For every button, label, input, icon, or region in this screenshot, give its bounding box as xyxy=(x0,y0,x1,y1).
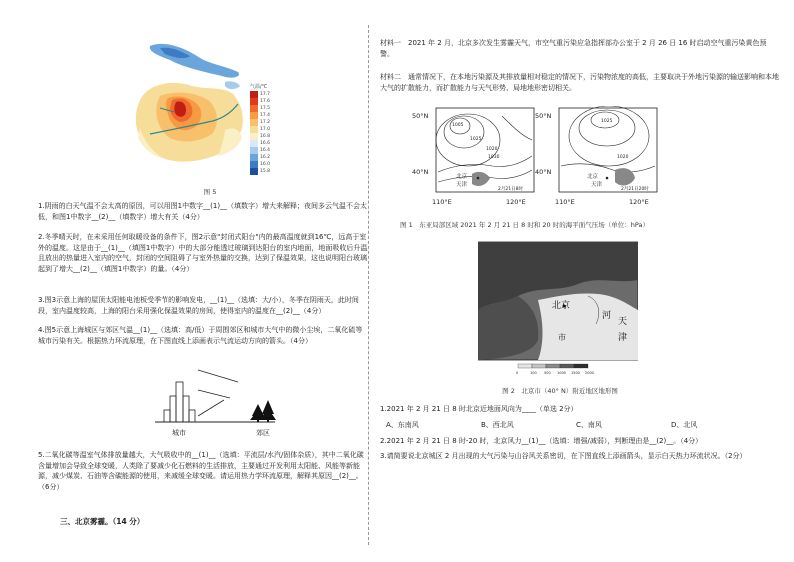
option-d[interactable]: D、北风 xyxy=(671,421,698,429)
suburb-label: 郊区 xyxy=(256,429,270,437)
section-3-heading: 三、北京雾霾。（14 分） xyxy=(60,517,145,526)
legend-swatch xyxy=(250,98,258,105)
legend-swatch xyxy=(250,105,258,112)
beijing-terrain-map xyxy=(478,240,638,380)
legend-label: 16.4 xyxy=(260,148,271,153)
legend-row xyxy=(250,161,270,168)
tree-2-trunk xyxy=(267,420,269,422)
legend-swatch xyxy=(250,147,258,154)
column-divider xyxy=(368,25,370,545)
map1-isobar-1030: 1030 xyxy=(488,155,500,160)
map1-lon-left: 110°E xyxy=(432,198,452,206)
scale-seg-3 xyxy=(546,364,560,368)
legend-swatch xyxy=(250,154,258,161)
map2-lat-bottom: 40°N xyxy=(535,168,552,176)
legend-label: 16.0 xyxy=(260,162,271,167)
legend-row xyxy=(250,119,270,126)
terrain-jin-label: 津 xyxy=(618,333,628,343)
legend-swatch xyxy=(250,168,258,175)
left-question-4: 4.图5示意上海城区与郊区气温__(1)__（选填：高/低）于周围郊区和城市大气中的微小尘埃，二氧化硫等城市污染有关。根据热力环流原理，在下图直线上添画表示气流运动方向的箭头。（4分） xyxy=(38,326,363,345)
elevation-scale xyxy=(516,364,594,375)
city-label: 城市 xyxy=(172,429,186,437)
right-question-2: 2.2021 年 2 月 21 日 8 时-20 时，北京风力__(1)__（选填：增强/减弱），判断理由是__(2)__。（4分） xyxy=(380,437,703,445)
map1-beijing-label: 北京 xyxy=(456,174,468,180)
map2-lon-right: 120°E xyxy=(629,198,649,206)
option-c[interactable]: C、南风 xyxy=(576,421,602,429)
legend-swatch xyxy=(250,112,258,119)
legend-label: 17.2 xyxy=(260,120,271,125)
fig5-caption: 图 5 xyxy=(203,188,217,196)
small-island xyxy=(225,81,240,89)
legend-row xyxy=(250,147,270,154)
map1-lat-bottom: 40°N xyxy=(412,168,429,176)
legend-label: 17.5 xyxy=(260,106,271,111)
legend-row xyxy=(250,98,270,105)
pressure-map-8pm xyxy=(535,106,670,210)
right-question-1: 1.2021 年 2 月 21 日 8 时北京近地面风向为____（单选 2分） xyxy=(380,405,578,413)
legend-row xyxy=(250,168,270,175)
map1-isobar-1020: 1020 xyxy=(486,147,498,152)
map2-lon-left: 110°E xyxy=(555,198,575,206)
map2-isobar-1025: 1025 xyxy=(601,119,613,124)
legend-swatch xyxy=(250,126,258,133)
legend-row xyxy=(250,133,270,140)
tree-1-trunk xyxy=(257,420,259,422)
legend-label: 17.0 xyxy=(260,127,271,132)
map1-time: 2月21日8时 xyxy=(498,187,523,192)
left-question-5: 5.二氧化碳等温室气体排放量越大，大气吸收中的__(1)__（选填：平流层/水汽/固体杂质），其中二氧化碳含量增加会导致全球变暖，人类除了要减少化石燃料的生活排放，主要通过开发利用太阳能、风能等新能源，减少煤炭、石油等含碳能源的使用，来减缓全球变暖。请运用热力学环流原理，解释其原因__(2)__。（6分） xyxy=(38,451,364,491)
legend-label: 17.4 xyxy=(260,113,271,118)
legend-rows xyxy=(250,91,270,175)
building-1 xyxy=(164,410,170,422)
legend-row xyxy=(250,126,270,133)
beijing-dot-1 xyxy=(477,177,480,180)
legend-label: 16.8 xyxy=(260,134,271,139)
map2-lat-top: 50°N xyxy=(535,112,552,120)
terrain-beijing-label: 北京 xyxy=(552,301,571,311)
legend-row xyxy=(250,105,270,112)
building-2 xyxy=(170,396,176,422)
legend-title: 气温/℃ xyxy=(250,84,268,90)
legend-swatch xyxy=(250,91,258,98)
legend-row xyxy=(250,91,270,98)
map2-time: 2月21日20时 xyxy=(621,187,649,192)
fig2-caption: 图 2 北京市（40° N）附近地区地形图 xyxy=(502,387,618,395)
legend-swatch xyxy=(250,119,258,126)
map1-isobar-1005: 1005 xyxy=(452,123,464,128)
scale-seg-1 xyxy=(518,364,532,368)
scale-seg-4 xyxy=(560,364,574,368)
building-5 xyxy=(189,410,195,422)
beijing-dot-2 xyxy=(606,177,609,180)
legend-row xyxy=(250,140,270,147)
legend-label: 16.2 xyxy=(260,155,271,160)
map-legend xyxy=(250,83,270,175)
scale-label-5: 2000 xyxy=(585,371,594,375)
map1-lat-top: 50°N xyxy=(412,112,429,120)
scale-label-0: 0 xyxy=(516,371,519,375)
left-question-1: 1.阴雨的白天气温不会太高的原因，可以用图1中数字__(1)__（填数字）增大来解释；夜间多云气温不会太低，和图1中数字__(2)__（填数字）增大有关（4分） xyxy=(38,202,368,221)
legend-label: 15.8 xyxy=(260,169,271,174)
legend-row xyxy=(250,154,270,161)
legend-label: 17.7 xyxy=(260,92,271,97)
legend-label: 16.6 xyxy=(260,141,271,146)
terrain-city-label: 市 xyxy=(558,333,566,342)
airflow-line-lower xyxy=(198,400,224,416)
airflow-line-middle xyxy=(198,390,230,398)
legend-swatch xyxy=(250,140,258,147)
scale-label-4: 1500 xyxy=(571,371,580,375)
left-question-3: 3.图3示意上海的屋顶太阳能电池板受季节的影响发电，__(1)__（选填：大/小），冬季在阴雨天，此时间段，室内温度较高，上海的阳台采用强化保温效果的房间，使得室内的温度在__(2)__（4分） xyxy=(38,296,359,315)
scale-seg-2 xyxy=(532,364,546,368)
legend-row xyxy=(250,112,270,119)
pressure-map-8am xyxy=(412,106,547,210)
building-3 xyxy=(176,382,183,422)
right-question-3: 3.请简要说北京城区 2 月出现的大气污染与山谷风关系密切，在下图直线上添画箭头，显示白天热力环流状况。（2分） xyxy=(380,452,747,460)
heat-island-diagram xyxy=(150,360,280,445)
legend-swatch xyxy=(250,133,258,140)
material-2: 材料二 通常情况下，在本地污染源及其排放量相对稳定的情况下，污染物浓度的高低，主要取决于外地污染源的输送影响和本地大气的扩散能力，而扩散能力与天气形势、局地地形密切相关。 xyxy=(380,73,779,92)
map2-beijing-label: 北京 xyxy=(587,174,599,180)
terrain-hebei-label: 河 xyxy=(602,311,612,321)
building-4 xyxy=(183,396,189,422)
q1-options xyxy=(386,420,766,430)
fig1-caption: 图 1 东亚局部区域 2021 年 2 月 21 日 8 时和 20 时的海平面气压场（单位：hPa） xyxy=(400,221,649,229)
scale-seg-5 xyxy=(574,364,588,368)
material-1: 材料一 2021 年 2 月，北京多次发生雾霾天气，市空气重污染应急指挥部办公室于 2 月 26 日 16 时启动空气重污染黄色预警。 xyxy=(380,39,767,58)
map1-tianjin-label: 天津 xyxy=(456,182,468,188)
legend-label: 17.6 xyxy=(260,99,271,104)
airflow-line-upper xyxy=(198,370,238,382)
scale-label-3: 1000 xyxy=(557,371,566,375)
legend-swatch xyxy=(250,161,258,168)
scale-label-2: 500 xyxy=(544,371,551,375)
terrain-tianjin-label: 天 xyxy=(618,317,628,327)
map1-lon-right: 120°E xyxy=(506,198,526,206)
left-question-2: 2.冬季晴天时，在未采用任何取暖设备的条件下，图2示意"封闭式阳台"内的最高温度就到16℃，远高于室外的温度。这是由于__(1)__（填图1中数字）中的大部分能透过玻璃到达阳台的室内地面，地面吸收后升温且放出的热量进入室内的空气，封闭的空间阻碍了与室外热量的交换，达到了保温效果，这也说明阳台玻璃起到了增大__(2)__（填图1中数字）的量。（4分） xyxy=(38,233,368,273)
map2-isobar-1020: 1020 xyxy=(617,155,629,160)
map2-tianjin-label: 天津 xyxy=(591,182,603,188)
option-b[interactable]: B、西北风 xyxy=(481,421,514,429)
option-a[interactable]: A、东南风 xyxy=(386,421,419,429)
map1-isobar-1025: 1025 xyxy=(470,137,482,142)
scale-label-1: 100 xyxy=(530,371,537,375)
